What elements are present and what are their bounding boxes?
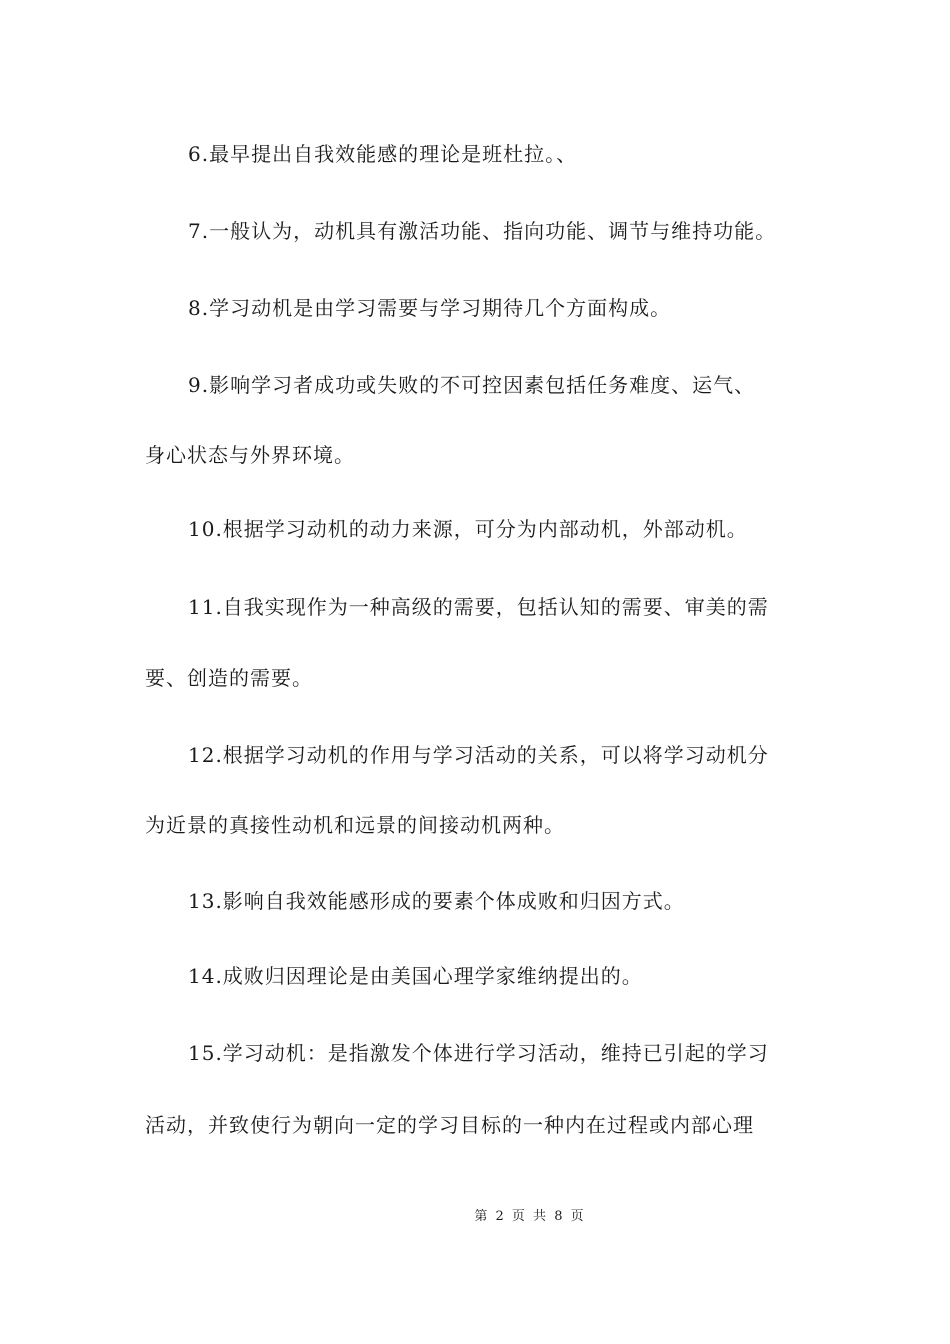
paragraph-line-10: 10.根据学习动机的动力来源，可分为内部动机，外部动机。 <box>188 517 748 541</box>
paragraph-line-8: 8.学习动机是由学习需要与学习期待几个方面构成。 <box>188 296 672 320</box>
paragraph-line-12: 12.根据学习动机的作用与学习活动的关系，可以将学习动机分 <box>188 743 769 767</box>
paragraph-line-6: 6.最早提出自我效能感的理论是班杜拉。、 <box>188 142 578 166</box>
paragraph-line-15-cont: 活动，并致使行为朝向一定的学习目标的一种内在过程或内部心理 <box>145 1113 754 1137</box>
paragraph-line-9-cont: 身心状态与外界环境。 <box>145 443 355 467</box>
paragraph-line-7: 7.一般认为，动机具有激活功能、指向功能、调节与维持功能。 <box>188 219 777 243</box>
page-footer: 第 2 页 共 8 页 <box>474 1209 586 1224</box>
paragraph-line-12-cont: 为近景的真接性动机和远景的间接动机两种。 <box>145 813 565 837</box>
paragraph-line-13: 13.影响自我效能感形成的要素个体成败和归因方式。 <box>188 889 685 913</box>
paragraph-line-15: 15.学习动机：是指激发个体进行学习活动，维持已引起的学习 <box>188 1041 769 1065</box>
paragraph-line-11-cont: 要、创造的需要。 <box>145 666 313 690</box>
paragraph-line-9: 9.影响学习者成功或失败的不可控因素包括任务难度、运气、 <box>188 373 756 397</box>
paragraph-line-14: 14.成败归因理论是由美国心理学家维纳提出的。 <box>188 964 643 988</box>
paragraph-line-11: 11.自我实现作为一种高级的需要，包括认知的需要、审美的需 <box>188 595 769 619</box>
